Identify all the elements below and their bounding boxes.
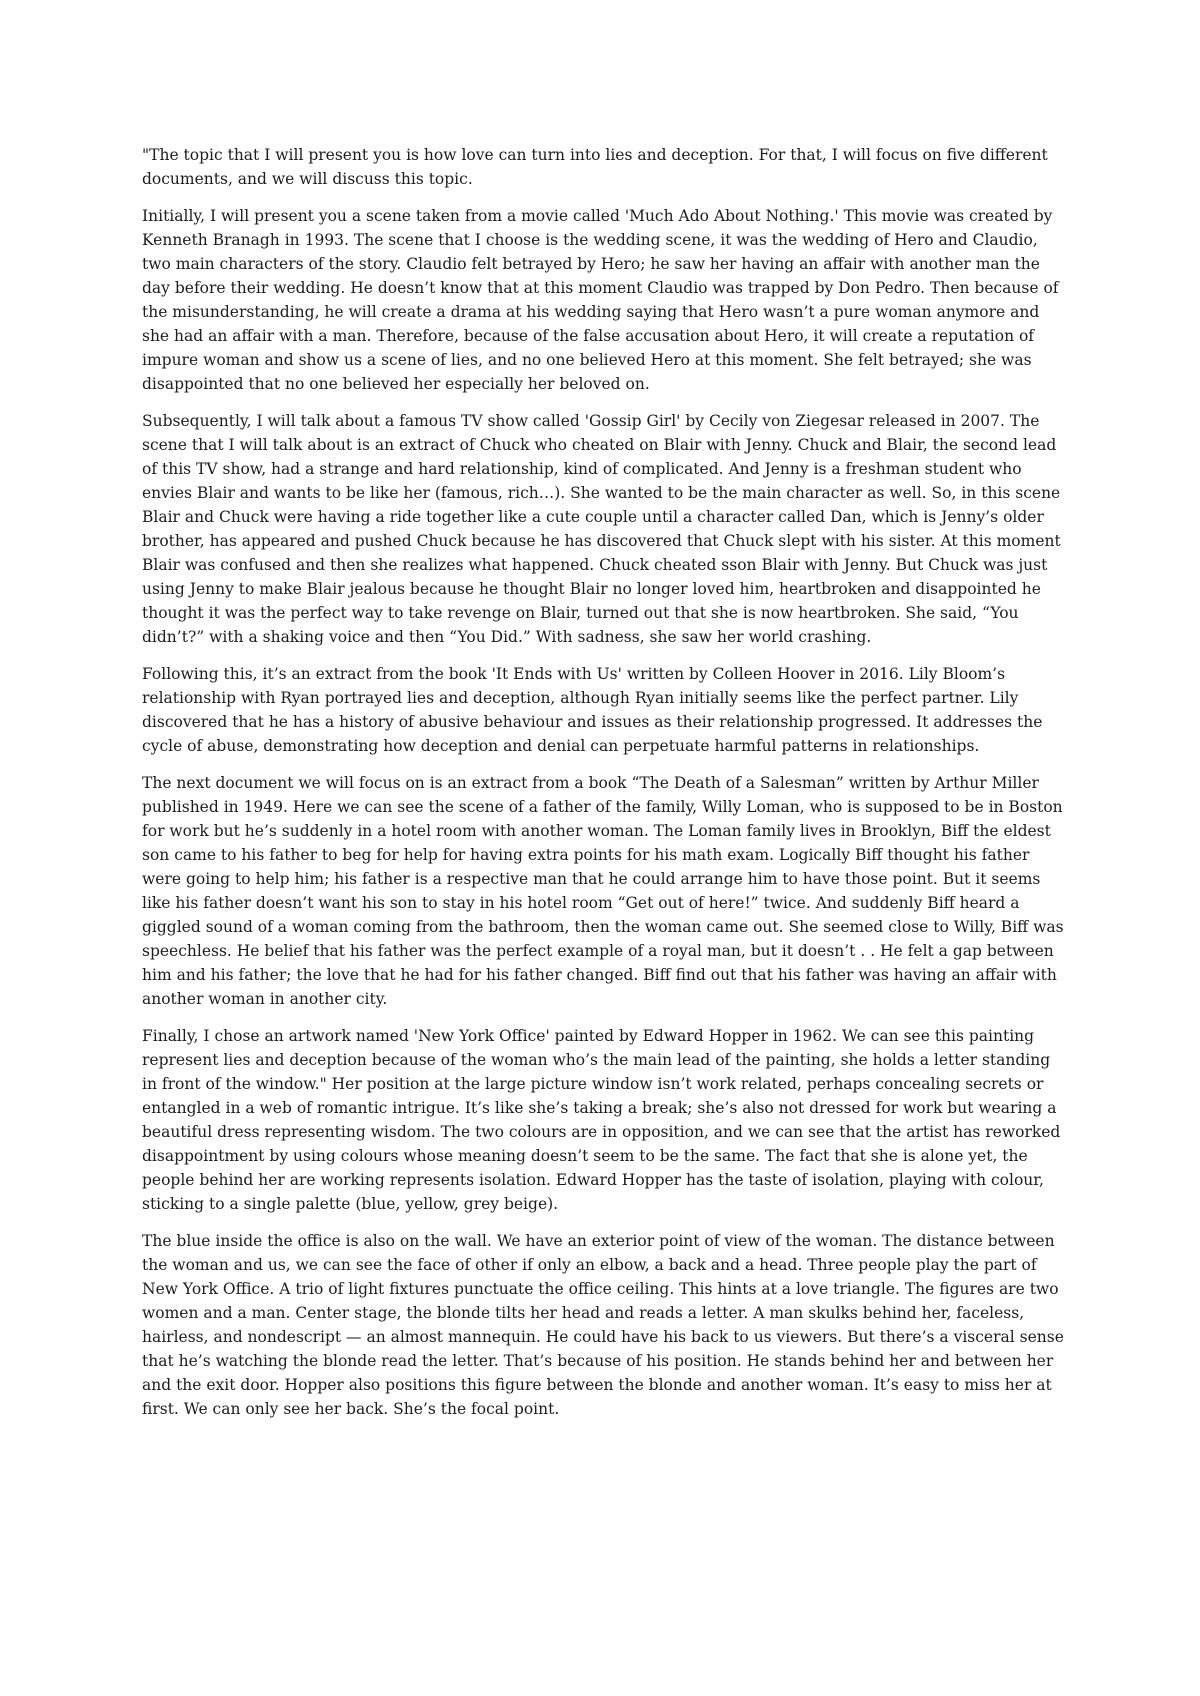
- paragraph-much-ado-about-nothing: Initially, I will present you a scene taken from a movie called 'Much Ado About Nothing.' This movie was created by Kenneth Branagh in 1993. The scene that I choose is the wedding scene, it was the wedding of Hero and Claudio, two main characters of the story. Claudio felt betrayed by Hero; he saw her having an affair with another man the day before their wedding. He doesn’t know that at this moment Claudio was trapped by Don Pedro. Then because of the misunderstanding, he will create a drama at his wedding saying that Hero wasn’t a pure woman anymore and she had an affair with a man. Therefore, because of the false accusation about Hero, it will create a reputation of impure woman and show us a scene of lies, and no one believed Hero at this moment. She felt betrayed; she was disappointed that no one believed her especially her beloved on.: [142, 207, 1059, 393]
- document-body: [142, 143, 1067, 1434]
- paragraph-death-of-a-salesman: The next document we will focus on is an extract from a book “The Death of a Salesman” written by Arthur Miller published in 1949. Here we can see the scene of a father of the family, Willy Loman, who is supposed to be in Boston for work but he’s suddenly in a hotel room with another woman. The Loman family lives in Brooklyn, Biff the eldest son came to his father to beg for help for having extra points for his math exam. Logically Biff thought his father were going to help him; his father is a respective man that he could arrange him to have those point. But it seems like his father doesn’t want his son to stay in his hotel room “Get out of here!” twice. And suddenly Biff heard a giggled sound of a woman coming from the bathroom, then the woman came out. She seemed close to Willy, Biff was speechless. He belief that his father was the perfect example of a royal man, but it doesn’t . . He felt a gap between him and his father; the love that he had for his father changed. Biff find out that his father was having an affair with another woman in another city.: [142, 774, 1064, 1008]
- paragraph-introduction: "The topic that I will present you is how love can turn into lies and deception. For that, I will focus on five different documents, and we will discuss this topic.: [142, 146, 1048, 188]
- paragraph-it-ends-with-us: Following this, it’s an extract from the book 'It Ends with Us' written by Colleen Hoover in 2016. Lily Bloom’s relationship with Ryan portrayed lies and deception, although Ryan initially seems like the perfect partner. Lily discovered that he has a history of abusive behaviour and issues as their relationship progressed. It addresses the cycle of abuse, demonstrating how deception and denial can perpetuate harmful patterns in relationships.: [142, 665, 1043, 755]
- paragraph-gossip-girl: Subsequently, I will talk about a famous TV show called 'Gossip Girl' by Cecily von Ziegesar released in 2007. The scene that I will talk about is an extract of Chuck who cheated on Blair with Jenny. Chuck and Blair, the second lead of this TV show, had a strange and hard relationship, kind of complicated. And Jenny is a freshman student who envies Blair and wants to be like her (famous, rich…). She wanted to be the main character as well. So, in this scene Blair and Chuck were having a ride together like a cute couple until a character called Dan, which is Jenny’s older brother, has appeared and pushed Chuck because he has discovered that Chuck slept with his sister. At this moment Blair was confused and then she realizes what happened. Chuck cheated sson Blair with Jenny. But Chuck was just using Jenny to make Blair jealous because he thought Blair no longer loved him, heartbroken and disappointed he thought it was the perfect way to take revenge on Blair, turned out that she is now heartbroken. She said, “You didn’t?” with a shaking voice and then “You Did.” With sadness, she saw her world crashing.: [142, 412, 1061, 646]
- paragraph-new-york-office: Finally, I chose an artwork named 'New York Office' painted by Edward Hopper in 1962. We can see this painting represent lies and deception because of the woman who’s the main lead of the painting, she holds a letter standing in front of the window." Her position at the large picture window isn’t work related, perhaps concealing secrets or entangled in a web of romantic intrigue. It’s like she’s taking a break; she’s also not dressed for work but wearing a beautiful dress representing wisdom. The two colours are in opposition, and we can see that the artist has reworked disappointment by using colours whose meaning doesn’t seem to be the same. The fact that she is alone yet, the people behind her are working represents isolation. Edward Hopper has the taste of isolation, playing with colour, sticking to a single palette (blue, yellow, grey beige).: [142, 1027, 1061, 1213]
- paragraph-new-york-office-analysis: The blue inside the office is also on the wall. We have an exterior point of view of the woman. The distance between the woman and us, we can see the face of other if only an elbow, a back and a head. Three people play the part of New York Office. A trio of light fixtures punctuate the office ceiling. This hints at a love triangle. The figures are two women and a man. Center stage, the blonde tilts her head and reads a letter. A man skulks behind her, faceless, hairless, and nondescript — an almost mannequin. He could have his back to us viewers. But there’s a visceral sense that he’s watching the blonde read the letter. That’s because of his position. He stands behind her and between her and the exit door. Hopper also positions this figure between the blonde and another woman. It’s easy to miss her at first. We can only see her back. She’s the focal point.: [142, 1232, 1064, 1418]
